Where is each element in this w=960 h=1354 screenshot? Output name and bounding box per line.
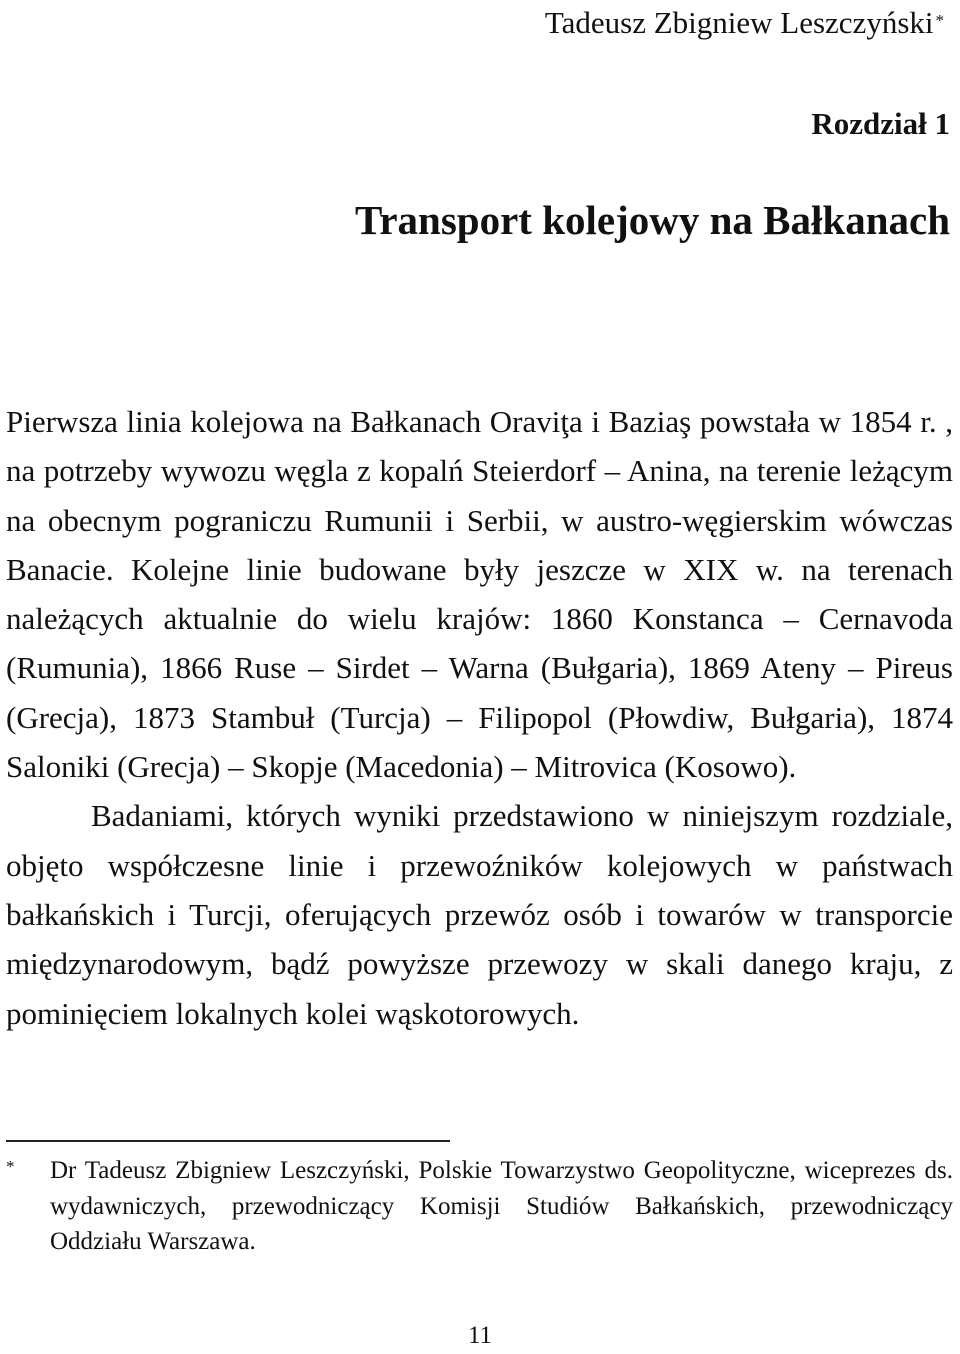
chapter-title: Transport kolejowy na Bałkanach xyxy=(355,197,950,243)
paragraph-1: Pierwsza linia kolejowa na Bałkanach Oraviţa i Baziaş powstała w 1854 r. , na potrzeby wywozu węgla z kopalń Steierdorf – Anina, na terenie leżącym na obecnym pograniczu Rumunii i Serbii, w austro-węgierskim wówczas Banacie. Kolejne linie budowane były jeszcze w XIX w. na terenach należących aktualnie do wielu krajów: 1860 Konstanca – Cernavoda (Rumunia), 1866 Ruse – Sirdet – Warna (Bułgaria), 1869 Ateny – Pireus (Grecja), 1873 Stambuł (Turcja) – Filipopol (Płowdiw, Bułgaria), 1874 Saloniki (Grecja) – Skopje (Macedonia) – Mitrovica (Kosowo). xyxy=(6,404,953,785)
footnote-mark: * xyxy=(6,1157,15,1176)
body-text xyxy=(6,397,953,1038)
footnote-separator xyxy=(6,1140,450,1142)
footnote-text: Dr Tadeusz Zbigniew Leszczyński, Polskie Towarzystwo Geopolityczne, wiceprezes ds. wydawniczych, przewodniczący Komisji Studiów Bałkańskich, przewodniczący Oddziału Warszawa. xyxy=(50,1157,953,1255)
running-header-author xyxy=(545,2,944,44)
author-footnote-mark: * xyxy=(935,11,944,30)
author-name: Tadeusz Zbigniew Leszczyński xyxy=(544,5,934,40)
paragraph-2: Badaniami, których wyniki przedstawiono w niniejszym rozdziale, objęto współczesne linie i przewoźników kolejowych w państwach bałkańskich i Turcji, oferujących przewóz osób i towarów w transporcie międzynarodowym, bądź powyższe przewozy w skali danego kraju, z pominięciem lokalnych kolei wąskotorowych. xyxy=(6,798,953,1031)
footnote xyxy=(6,1153,953,1260)
chapter-label: Rozdział 1 xyxy=(811,106,950,141)
page-number: 11 xyxy=(467,1322,493,1349)
